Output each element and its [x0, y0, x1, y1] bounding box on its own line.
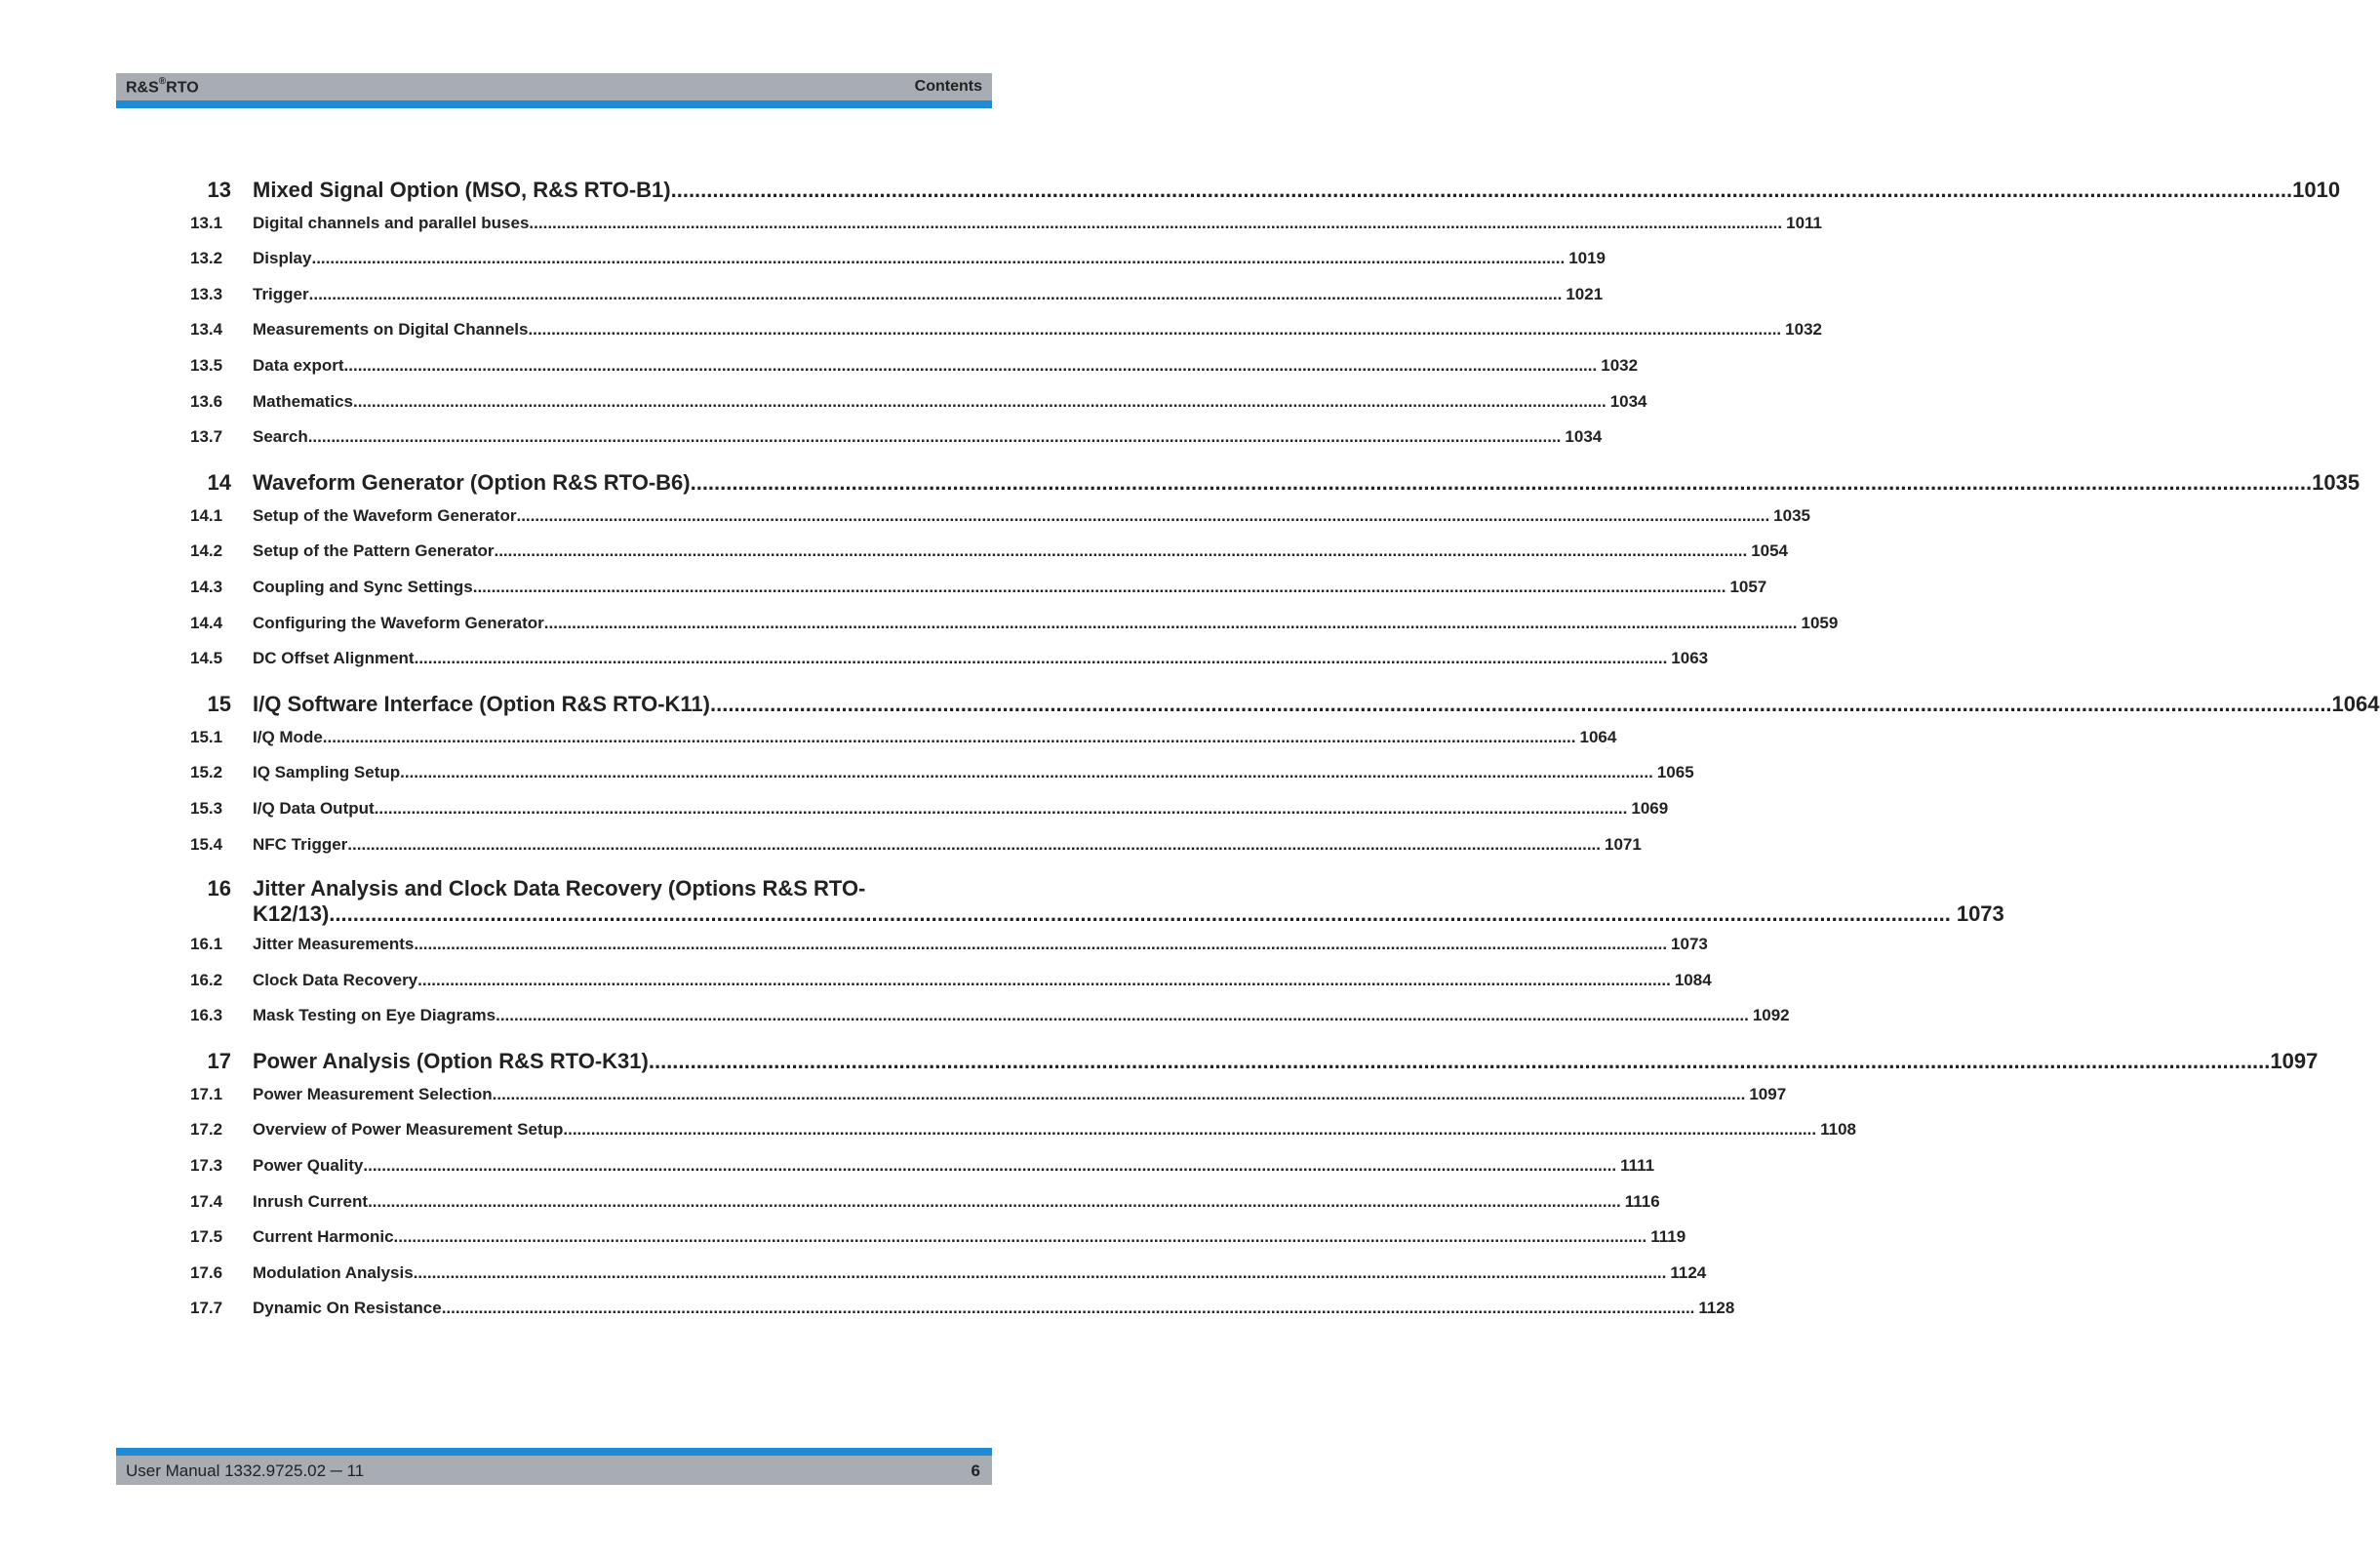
section-page-number: 1064: [1579, 727, 1617, 746]
toc-section-entry[interactable]: [116, 826, 1642, 862]
section-number: 16.2: [190, 970, 223, 989]
section-number: 13.3: [190, 284, 223, 303]
section-number-cell: [116, 241, 253, 276]
section-page-number: 1071: [1605, 834, 1642, 854]
section-number: 14.2: [190, 541, 223, 561]
section-number: 15.4: [190, 834, 223, 854]
section-title-text: Search: [253, 427, 308, 447]
section-title-text: Display: [253, 249, 312, 268]
section-title: [253, 1291, 1694, 1326]
dot-leader: [400, 755, 1653, 790]
chapter-number: 16: [207, 875, 231, 901]
section-number-cell: [116, 348, 253, 383]
dot-leader: [368, 1184, 1621, 1220]
section-page-number: 1034: [1565, 427, 1603, 447]
chapter-number: 13: [207, 178, 231, 202]
section-title-text: I/Q Mode: [253, 727, 323, 746]
section-title-text: Current Harmonic: [253, 1227, 394, 1247]
section-title: [253, 534, 1747, 569]
section-title: [253, 206, 1782, 241]
toc-section-entry[interactable]: [116, 1112, 1856, 1148]
dot-leader: [496, 998, 1749, 1033]
section-number: 13.6: [190, 391, 223, 411]
dot-leader: [516, 499, 1769, 534]
section-title: [253, 570, 1726, 605]
section-number: 13.2: [190, 249, 223, 268]
section-number-cell: [116, 1291, 253, 1326]
section-title: [253, 420, 1561, 455]
section-title-text: I/Q Data Output: [253, 798, 375, 818]
toc-section-entry[interactable]: [116, 927, 1708, 963]
toc-chapter-entry[interactable]: [116, 468, 2360, 498]
dot-leader: [710, 690, 2332, 719]
section-title-text: Overview of Power Measurement Setup: [253, 1120, 564, 1140]
chapter-page-number: 1035: [2312, 470, 2360, 496]
chapter-page-number: 1073: [1956, 901, 2004, 926]
section-number: 17.1: [190, 1084, 223, 1103]
dot-leader: [414, 1256, 1667, 1291]
section-title-text: Mask Testing on Eye Diagrams: [253, 1006, 496, 1025]
section-page-number: 1059: [1801, 613, 1839, 632]
toc-chapter-entry[interactable]: [116, 1047, 2319, 1076]
section-number: 13.1: [190, 213, 223, 232]
section-number: 13.4: [190, 320, 223, 340]
toc-chapter: [116, 1047, 2319, 1326]
dot-leader: [544, 606, 1798, 641]
dot-leader: [344, 348, 1598, 383]
dot-leader: [563, 1112, 1816, 1147]
chapter-number: 14: [207, 470, 231, 496]
section-title: [253, 277, 1562, 312]
dot-leader: [347, 827, 1601, 862]
section-title-text: Dynamic On Resistance: [253, 1299, 442, 1318]
section-title-text: Setup of the Pattern Generator: [253, 541, 495, 561]
toc-section-entry[interactable]: [116, 1076, 1787, 1112]
toc-chapter: [116, 468, 2360, 676]
section-title: [253, 827, 1601, 862]
toc-section-entry[interactable]: [116, 1291, 1735, 1327]
section-title-text: Measurements on Digital Channels: [253, 320, 529, 340]
chapter-number: 15: [207, 692, 231, 717]
section-title: [253, 1220, 1646, 1255]
section-page-number: 1124: [1670, 1262, 1707, 1282]
section-title: [253, 499, 1769, 534]
section-title: [253, 1148, 1616, 1183]
section-number-cell: [116, 1112, 253, 1147]
section-title: [253, 791, 1627, 826]
section-number: 17.6: [190, 1262, 223, 1282]
toc-section-entry[interactable]: [116, 205, 1823, 241]
toc-section-entry[interactable]: [116, 1183, 1660, 1220]
section-page-number: 1063: [1671, 649, 1709, 668]
section-page-number: 1069: [1631, 798, 1669, 818]
section-number-cell: [116, 384, 253, 420]
section-page-number: 1032: [1785, 320, 1822, 340]
toc-chapter-entry[interactable]: [116, 875, 2004, 927]
section-title: [253, 927, 1667, 962]
section-title: [253, 963, 1671, 998]
toc-section-entry[interactable]: [116, 790, 1669, 826]
chapter-title-text: I/Q Software Interface (Option R&S RTO-K11): [253, 692, 710, 717]
dot-leader: [528, 312, 1781, 347]
section-number-cell: [116, 720, 253, 755]
toc-section-entry[interactable]: [116, 1147, 1655, 1183]
dot-leader: [442, 1291, 1695, 1326]
chapter-title: [253, 468, 2312, 498]
toc-section-entry[interactable]: [116, 498, 1810, 534]
dot-leader: [394, 1220, 1647, 1255]
chapter-title: [253, 176, 2292, 205]
dot-leader: [363, 1148, 1616, 1183]
section-number-cell: [116, 570, 253, 605]
section-title-text: Digital channels and parallel buses: [253, 213, 530, 232]
toc-section-entry[interactable]: [116, 347, 1639, 383]
section-number: 17.7: [190, 1299, 223, 1318]
dot-leader: [493, 1077, 1746, 1112]
section-title: [253, 755, 1653, 790]
section-page-number: 1116: [1624, 1191, 1660, 1211]
table-of-contents: [116, 176, 2380, 1326]
section-number-cell: [116, 927, 253, 962]
section-page-number: 1119: [1650, 1227, 1686, 1247]
section-title: [253, 606, 1797, 641]
dot-leader: [494, 534, 1747, 569]
dot-leader: [691, 468, 2313, 498]
section-page-number: 1011: [1786, 213, 1823, 232]
section-page-number: 1128: [1698, 1299, 1735, 1318]
section-title-text: Mathematics: [253, 391, 353, 411]
section-title-text: Clock Data Recovery: [253, 970, 418, 989]
footer-page-number: 6: [971, 1461, 980, 1480]
section-title: [253, 241, 1565, 276]
toc-chapter: [116, 176, 2341, 455]
chapter-title-text: Waveform Generator (Option R&S RTO-B6): [253, 470, 691, 496]
chapter-title: [253, 690, 2332, 719]
section-title: [253, 312, 1781, 347]
section-number-cell: [116, 1256, 253, 1291]
section-number: 16.3: [190, 1006, 223, 1025]
registered-mark: ®: [158, 76, 167, 87]
section-page-number: 1034: [1609, 391, 1647, 411]
toc-section-entry[interactable]: [116, 241, 1606, 277]
dot-leader: [375, 791, 1628, 826]
section-page-number: 1111: [1620, 1156, 1655, 1176]
section-page-number: 1054: [1751, 541, 1789, 561]
section-page-number: 1073: [1671, 935, 1708, 954]
dot-leader: [473, 570, 1726, 605]
chapter-page-number: 1097: [2270, 1049, 2319, 1074]
section-number: 15.3: [190, 798, 223, 818]
page-header: [116, 73, 992, 108]
section-title: [253, 1256, 1666, 1291]
section-number-cell: [116, 963, 253, 998]
footer-manual-id: User Manual 1332.9725.02 ─ 11: [126, 1461, 365, 1480]
section-title-text: Coupling and Sync Settings: [253, 577, 473, 596]
section-number-cell: [116, 1220, 253, 1255]
section-page-number: 1097: [1749, 1084, 1787, 1103]
chapter-number: 17: [207, 1049, 231, 1074]
chapter-title-text: Mixed Signal Option (MSO, R&S RTO-B1): [253, 178, 671, 202]
section-number: 14.4: [190, 613, 223, 632]
section-title: [253, 348, 1597, 383]
section-title: [253, 641, 1667, 676]
section-number: 14.5: [190, 649, 223, 668]
section-number: 13.5: [190, 355, 223, 375]
chapter-title: [253, 876, 2004, 927]
toc-section-entry[interactable]: [116, 383, 1647, 420]
section-page-number: 1092: [1752, 1006, 1790, 1025]
section-number-cell: [116, 277, 253, 312]
chapter-page-number: 1010: [2292, 178, 2341, 202]
section-number: 15.2: [190, 763, 223, 782]
section-page-number: 1019: [1568, 249, 1606, 268]
toc-chapter: [116, 690, 2380, 861]
section-title-text: Modulation Analysis: [253, 1262, 414, 1282]
section-page-number: 1065: [1656, 763, 1694, 782]
section-number-cell: [116, 499, 253, 534]
section-number: 14.1: [190, 505, 223, 525]
section-number: 17.3: [190, 1156, 223, 1176]
dot-leader: [353, 384, 1606, 420]
toc-section-entry[interactable]: [116, 312, 1822, 348]
section-page-number: 1108: [1820, 1120, 1856, 1140]
toc-section-entry[interactable]: [116, 276, 1604, 312]
section-title-text: IQ Sampling Setup: [253, 763, 401, 782]
toc-chapter-entry[interactable]: [116, 176, 2341, 205]
section-title-text: NFC Trigger: [253, 834, 348, 854]
section-number-cell: [116, 641, 253, 676]
section-title-text: Trigger: [253, 284, 309, 303]
section-number-cell: [116, 791, 253, 826]
section-number-cell: [116, 420, 253, 455]
chapter-title: [253, 1047, 2270, 1076]
section-number-cell: [116, 998, 253, 1033]
section-title-text: DC Offset Alignment: [253, 649, 415, 668]
dot-leader: [415, 641, 1668, 676]
section-title-text: Power Measurement Selection: [253, 1084, 493, 1103]
toc-section-entry[interactable]: [116, 605, 1839, 641]
dot-leader: [671, 176, 2293, 205]
section-page-number: 1032: [1601, 355, 1639, 375]
section-title: [253, 1184, 1621, 1220]
section-number-cell: [116, 827, 253, 862]
toc-section-entry[interactable]: [116, 719, 1617, 755]
section-page-number: 1084: [1674, 970, 1712, 989]
section-title-text: Configuring the Waveform Generator: [253, 613, 544, 632]
section-number: 16.1: [190, 935, 223, 954]
section-title: [253, 998, 1749, 1033]
chapter-title-text: K12/13): [253, 901, 330, 926]
section-number: 17.5: [190, 1227, 223, 1247]
toc-section-entry[interactable]: [116, 534, 1789, 570]
dot-leader: [417, 963, 1671, 998]
section-title-text: Inrush Current: [253, 1191, 369, 1211]
section-title: [253, 1077, 1745, 1112]
section-number-cell: [116, 1148, 253, 1183]
section-number-cell: [116, 312, 253, 347]
section-number-cell: [116, 1077, 253, 1112]
toc-chapter: [116, 875, 2004, 1034]
section-page-number: 1057: [1729, 577, 1767, 596]
toc-section-entry[interactable]: [116, 569, 1767, 605]
chapter-title-line: [253, 901, 2004, 927]
toc-chapter-entry[interactable]: [116, 690, 2380, 719]
section-title-text: Data export: [253, 355, 344, 375]
dot-leader: [329, 901, 1951, 927]
toc-section-entry[interactable]: [116, 641, 1709, 677]
header-section: Contents: [914, 78, 982, 95]
section-number-cell: [116, 755, 253, 790]
toc-section-entry[interactable]: [116, 755, 1694, 791]
section-title-text: Power Quality: [253, 1156, 364, 1176]
dot-leader: [414, 927, 1667, 962]
page-footer: [116, 1448, 992, 1485]
dot-leader: [649, 1047, 2271, 1076]
brand-label: R&S: [126, 79, 159, 97]
section-number-cell: [116, 1184, 253, 1220]
dot-leader: [309, 277, 1563, 312]
chapter-title-line: Jitter Analysis and Clock Data Recovery (Options R&S RTO-: [253, 875, 866, 901]
section-page-number: 1021: [1566, 284, 1604, 303]
toc-section-entry[interactable]: [116, 1255, 1707, 1291]
section-number: 17.2: [190, 1120, 223, 1140]
section-title-text: Setup of the Waveform Generator: [253, 505, 517, 525]
dot-leader: [529, 206, 1782, 241]
product-label: RTO: [166, 79, 199, 97]
section-number: 15.1: [190, 727, 223, 746]
section-title: [253, 384, 1606, 420]
section-number-cell: [116, 606, 253, 641]
dot-leader: [311, 241, 1565, 276]
section-title-text: Jitter Measurements: [253, 935, 415, 954]
section-number: 13.7: [190, 427, 223, 447]
chapter-title-text: Power Analysis (Option R&S RTO-K31): [253, 1049, 649, 1074]
section-number: 14.3: [190, 577, 223, 596]
section-number-cell: [116, 206, 253, 241]
toc-section-entry[interactable]: [116, 420, 1603, 456]
dot-leader: [323, 720, 1576, 755]
toc-section-entry[interactable]: [116, 962, 1712, 998]
toc-section-entry[interactable]: [116, 1220, 1686, 1256]
section-page-number: 1035: [1773, 505, 1810, 525]
section-number-cell: [116, 534, 253, 569]
dot-leader: [308, 420, 1562, 455]
section-title: [253, 1112, 1816, 1147]
toc-section-entry[interactable]: [116, 998, 1790, 1034]
chapter-page-number: 1064: [2331, 692, 2380, 717]
section-title: [253, 720, 1575, 755]
header-product: [126, 78, 199, 97]
section-number: 17.4: [190, 1191, 223, 1211]
